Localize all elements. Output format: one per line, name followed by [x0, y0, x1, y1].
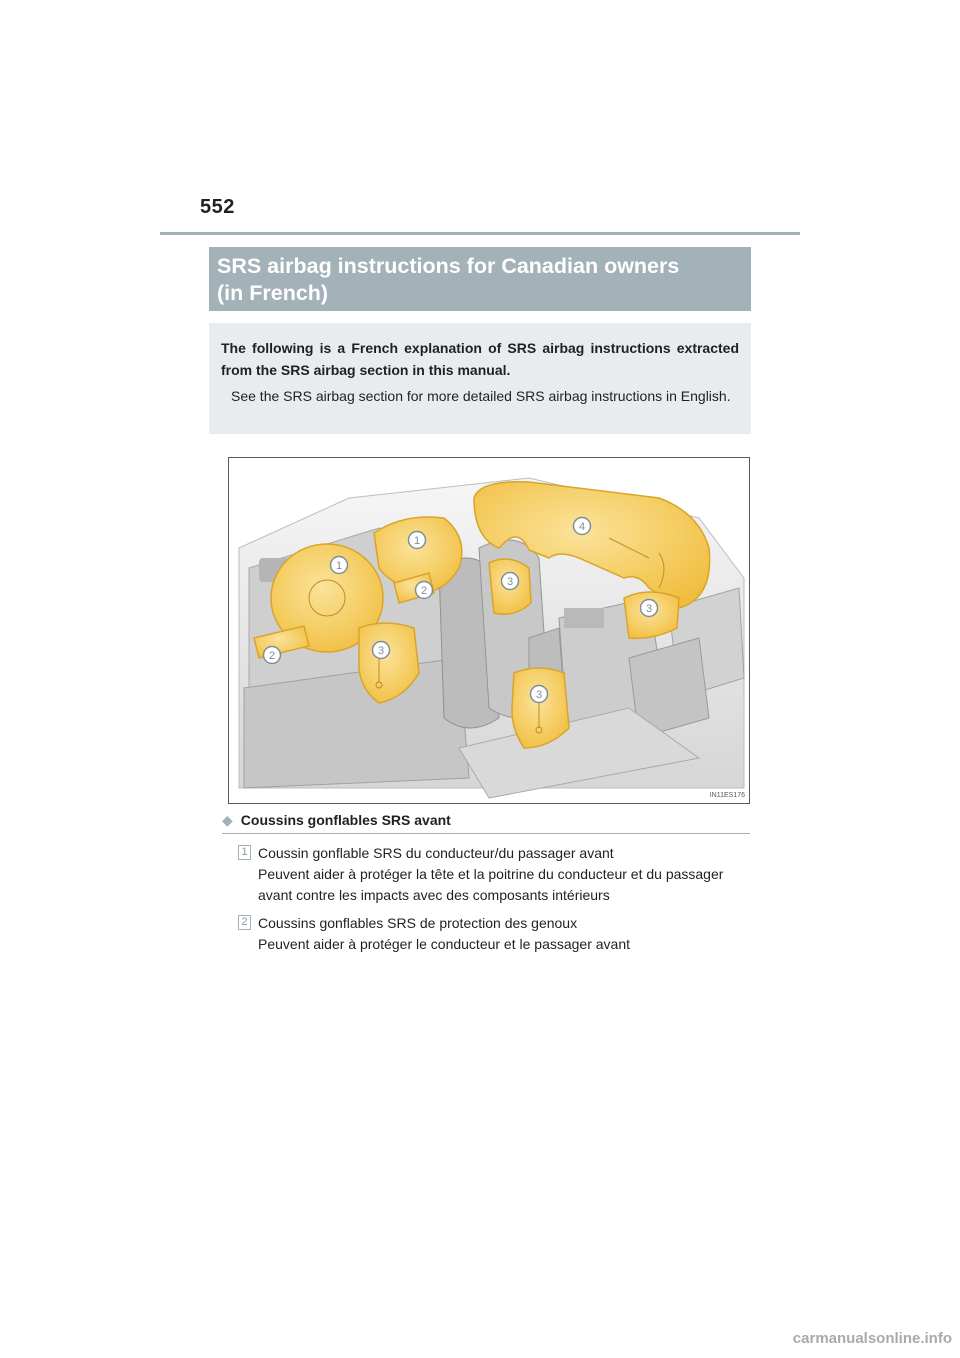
intro-box [209, 323, 751, 434]
item-number-badge: 1 [238, 845, 251, 860]
page-number: 552 [200, 196, 235, 218]
callout-3b [641, 600, 658, 617]
airbag-illustration [228, 457, 750, 804]
item-description: avant contre les impacts avec des composants intérieurs [258, 887, 610, 903]
item-text-2 [258, 913, 758, 955]
svg-text:3: 3 [377, 645, 385, 657]
figure-code: IN11ES176 [709, 792, 745, 799]
item-description: Peuvent aider à protéger le conducteur et le passager avant [258, 936, 631, 952]
airbag-illustration-svg [229, 458, 749, 803]
callout-4 [574, 518, 591, 535]
section-title-band [209, 247, 751, 311]
section-heading [222, 808, 750, 834]
item-title: Coussin gonflable SRS du conducteur/du passager avant [258, 845, 614, 861]
watermark: carmanualsonline.info [792, 1330, 952, 1347]
header-rule [160, 232, 800, 235]
callout-2b [264, 647, 281, 664]
svg-text:3: 3 [535, 689, 543, 701]
svg-text:1: 1 [335, 560, 343, 572]
callout-3a [502, 573, 519, 590]
callout-1a [409, 532, 426, 549]
svg-text:2: 2 [420, 585, 428, 597]
item-description: Peuvent aider à protéger la tête et la poitrine du conducteur et du passager [258, 866, 724, 882]
callout-3d [531, 686, 548, 703]
item-title: Coussins gonflables SRS de protection des genoux [258, 915, 578, 931]
svg-text:1: 1 [413, 535, 421, 547]
callout-1b [331, 557, 348, 574]
diamond-bullet-icon: ◆ [222, 812, 233, 828]
svg-text:4: 4 [578, 521, 586, 533]
page-title-line2: (in French) [217, 281, 329, 305]
svg-text:3: 3 [645, 603, 653, 615]
callout-2a [416, 582, 433, 599]
svg-text:2: 2 [268, 650, 276, 662]
svg-text:3: 3 [506, 576, 514, 588]
list-item [238, 843, 758, 906]
item-text-1 [258, 843, 758, 906]
intro-sub-text: See the SRS airbag section for more detailed SRS airbag instructions in English. [231, 388, 731, 404]
intro-bold-text: The following is a French explanation of SRS airbag instructions extracted from the SRS airbag section in this manual. [221, 340, 739, 378]
item-number-badge: 2 [238, 915, 251, 930]
list-item [238, 913, 758, 955]
callout-3c [373, 642, 390, 659]
page-title-line1: SRS airbag instructions for Canadian owners [217, 254, 680, 278]
rear-left-side-airbag [512, 668, 569, 748]
section-heading-text: Coussins gonflables SRS avant [240, 812, 451, 828]
